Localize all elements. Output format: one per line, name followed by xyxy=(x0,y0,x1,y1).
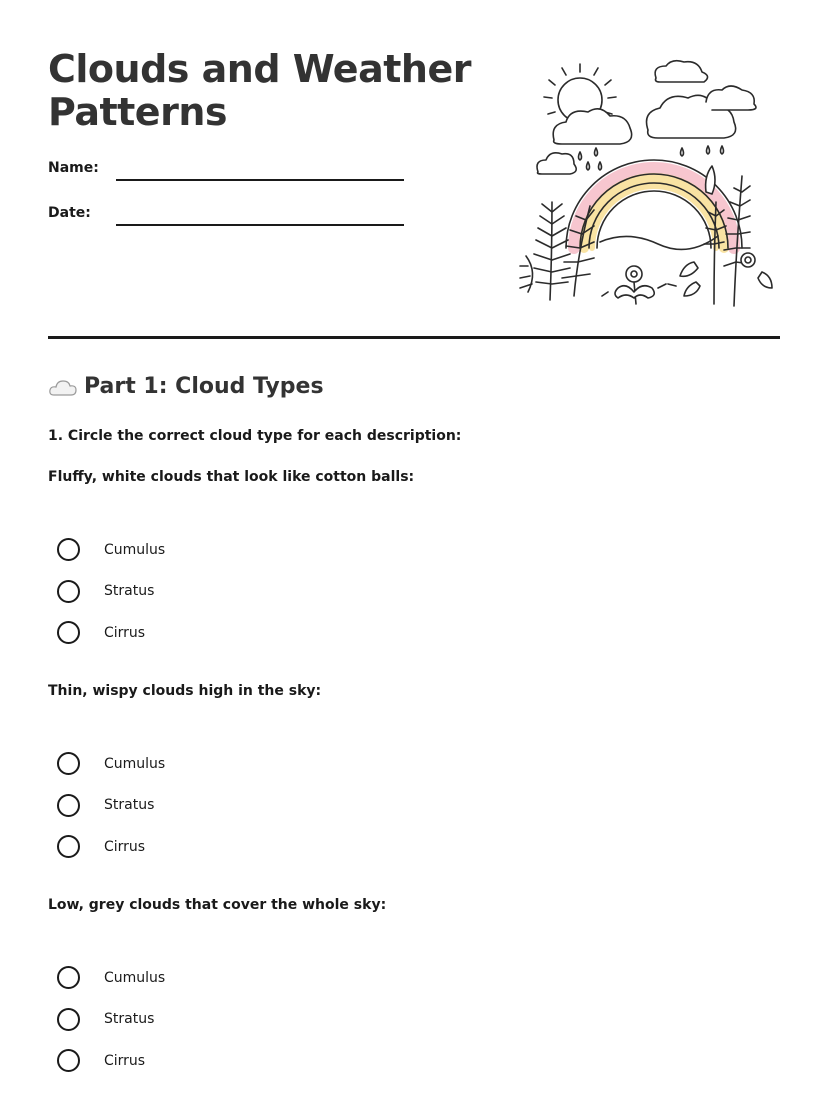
name-label: Name: xyxy=(48,160,99,176)
option-cumulus[interactable] xyxy=(48,743,788,785)
option-label: Cumulus xyxy=(104,969,166,986)
date-field[interactable] xyxy=(48,205,408,235)
question-text: Thin, wispy clouds high in the sky: xyxy=(48,683,322,699)
option-label: Stratus xyxy=(104,583,155,600)
question-block xyxy=(48,469,788,654)
question-block xyxy=(48,897,788,1082)
radio-circle[interactable] xyxy=(57,621,80,644)
section-divider xyxy=(48,336,780,339)
option-cirrus[interactable] xyxy=(48,1040,788,1082)
option-cumulus[interactable] xyxy=(48,529,788,571)
question-text: Low, grey clouds that cover the whole sky: xyxy=(48,897,387,913)
radio-circle[interactable] xyxy=(57,538,80,561)
options-group xyxy=(48,529,788,654)
cloud-icon xyxy=(48,377,78,397)
name-field[interactable] xyxy=(48,160,408,190)
name-input-line[interactable] xyxy=(116,179,404,181)
option-label: Cirrus xyxy=(104,1052,146,1069)
radio-circle[interactable] xyxy=(57,1049,80,1072)
option-stratus[interactable] xyxy=(48,785,788,827)
option-label: Cumulus xyxy=(104,541,166,558)
date-input-line[interactable] xyxy=(116,224,404,226)
page-title: Clouds and Weather Patterns xyxy=(48,47,471,134)
option-cirrus[interactable] xyxy=(48,612,788,654)
radio-circle[interactable] xyxy=(57,1008,80,1031)
radio-circle[interactable] xyxy=(57,794,80,817)
option-label: Stratus xyxy=(104,797,155,814)
option-cumulus[interactable] xyxy=(48,957,788,999)
option-label: Cirrus xyxy=(104,838,146,855)
options-group xyxy=(48,957,788,1082)
radio-circle[interactable] xyxy=(57,580,80,603)
option-label: Cumulus xyxy=(104,755,166,772)
radio-circle[interactable] xyxy=(57,966,80,989)
option-label: Cirrus xyxy=(104,624,146,641)
weather-scene-illustration xyxy=(508,52,780,314)
part1-title: Part 1: Cloud Types xyxy=(84,374,324,399)
option-stratus[interactable] xyxy=(48,999,788,1041)
question-1-instruction: 1. Circle the correct cloud type for each description: xyxy=(48,428,462,444)
options-group xyxy=(48,743,788,868)
radio-circle[interactable] xyxy=(57,752,80,775)
part1-heading xyxy=(48,374,324,399)
option-cirrus[interactable] xyxy=(48,826,788,868)
date-label: Date: xyxy=(48,205,91,221)
option-stratus[interactable] xyxy=(48,571,788,613)
option-label: Stratus xyxy=(104,1011,155,1028)
radio-circle[interactable] xyxy=(57,835,80,858)
question-text: Fluffy, white clouds that look like cotton balls: xyxy=(48,469,415,485)
question-block xyxy=(48,683,788,868)
